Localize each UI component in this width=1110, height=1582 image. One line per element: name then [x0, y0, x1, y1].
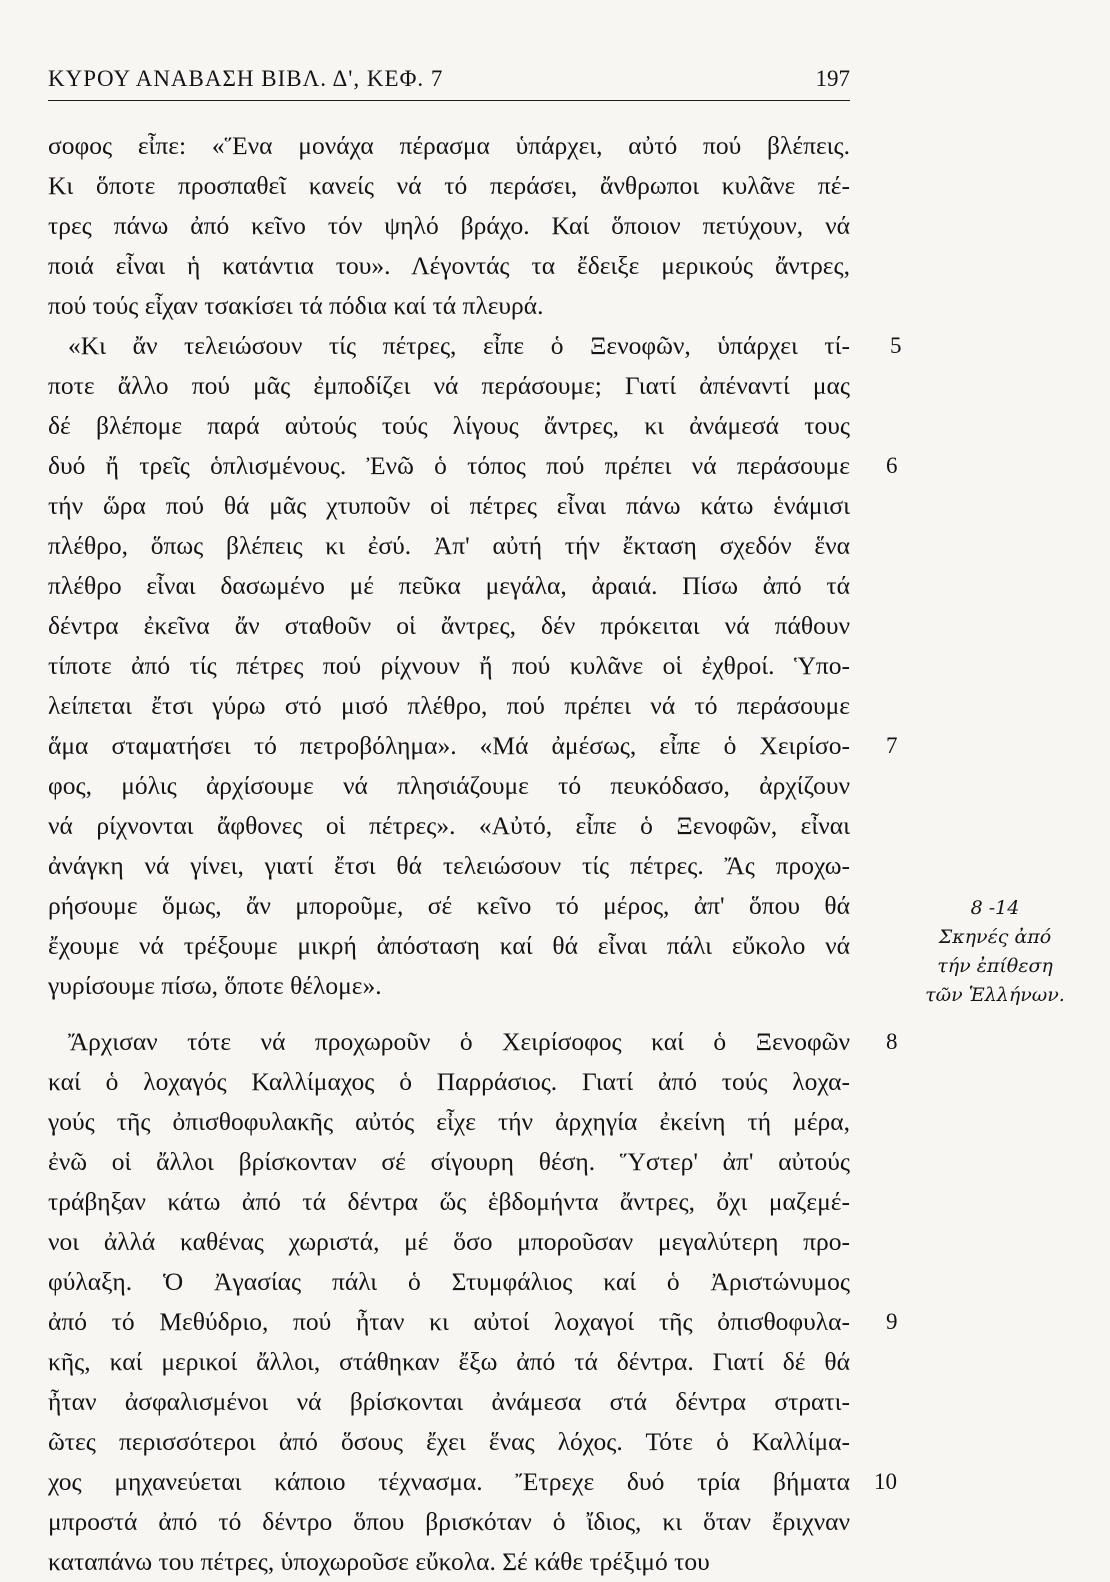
section-number-9: 9	[886, 1309, 898, 1334]
text-line: κῆς, καί μερικοί ἄλλοι, στάθηκαν ἔξω ἀπό τά δέντρα. Γιατί δέ θά	[48, 1347, 850, 1376]
section-number-10: 10	[874, 1469, 897, 1494]
text-line: δέντρα ἐκεῖνα ἄν σταθοῦν οἱ ἄντρες, δέν πρόκειται νά πάθουν	[48, 611, 850, 640]
text-line: «Κι ἄν τελειώσουν τίς πέτρες, εἶπε ὁ Ξενοφῶν, ὑπάρχει τί-	[68, 331, 850, 360]
text-line: Κι ὅποτε προσπαθεῖ κανείς νά τό περάσει, ἄνθρωποι κυλᾶνε πέ-	[48, 171, 850, 200]
header-title: ΚΥΡΟΥ ΑΝΑΒΑΣΗ ΒΙΒΛ. Δ', ΚΕΦ. 7	[48, 66, 444, 91]
text-line: Ἄρχισαν τότε νά προχωροῦν ὁ Χειρίσοφος καί ὁ Ξενοφῶν	[68, 1027, 850, 1056]
page-number: 197	[815, 66, 850, 91]
text-line: τράβηξαν κάτω ἀπό τά δέντρα ὥς ἑβδομήντα ἄντρες, ὄχι μαζεμέ-	[48, 1187, 850, 1216]
text-line: ποτε ἄλλο πού μᾶς ἐμποδίζει νά περάσουμε; Γιατί ἀπέναντί μας	[48, 371, 850, 400]
sidenote-range: 8 -14	[970, 897, 1020, 919]
running-header	[48, 64, 850, 101]
text-line: καταπάνω του πέτρες, ὑποχωροῦσε εὔκολα. Σέ κάθε τρέξιμό του	[48, 1547, 710, 1576]
text-line: πλέθρο εἶναι δασωμένο μέ πεῦκα μεγάλα, ἀραιά. Πίσω ἀπό τά	[48, 571, 850, 600]
text-line: φος, μόλις ἀρχίσουμε νά πλησιάζουμε τό πευκόδασο, ἀρχίζουν	[48, 771, 850, 800]
text-line: λείπεται ἔτσι γύρω στό μισό πλέθρο, πού πρέπει νά τό περάσουμε	[48, 691, 850, 720]
text-line: πού τούς εἶχαν τσακίσει τά πόδια καί τά πλευρά.	[48, 291, 544, 320]
text-line: φύλαξη. Ὁ Ἀγασίας πάλι ὁ Στυμφάλιος καί ὁ Ἀριστώνυμος	[48, 1267, 850, 1296]
text-line: ἔχουμε νά τρέξουμε μικρή ἀπόσταση καί θά εἶναι πάλι εὔκολο νά	[48, 931, 850, 960]
text-line: ἦταν ἀσφαλισμένοι νά βρίσκονται ἀνάμεσα στά δέντρα στρατι-	[48, 1387, 850, 1416]
text-line: μπροστά ἀπό τό δέντρο ὅπου βρισκόταν ὁ ἴδιος, κι ὅταν ἔριχναν	[48, 1507, 850, 1536]
section-number-6: 6	[886, 453, 898, 478]
margin-sidenote	[910, 894, 1080, 1010]
text-line: τίποτε ἀπό τίς πέτρες πού ρίχνουν ἤ πού κυλᾶνε οἱ ἐχθροί. Ὑπο-	[48, 651, 850, 680]
sidenote-line: τήν ἐπίθεση	[937, 955, 1053, 977]
text-line: δυό ἤ τρεῖς ὁπλισμένους. Ἐνῶ ὁ τόπος πού πρέπει νά περάσουμε	[48, 451, 850, 480]
section-number-7: 7	[886, 733, 898, 758]
text-line: ῶτες περισσότεροι ἀπό ὅσους ἔχει ἕνας λόχος. Τότε ὁ Καλλίμα-	[48, 1427, 850, 1456]
section-number-8: 8	[886, 1029, 898, 1054]
text-line: πλέθρο, ὅπως βλέπεις κι ἐσύ. Ἀπ' αὐτή τήν ἔκταση σχεδόν ἕνα	[48, 531, 850, 560]
text-line: τρες πάνω ἀπό κεῖνο τόν ψηλό βράχο. Καί ὅποιον πετύχουν, νά	[48, 211, 850, 240]
sidenote-line: Σκηνές ἀπό	[938, 926, 1052, 948]
text-line: σοφος εἶπε: «Ἕνα μονάχα πέρασμα ὑπάρχει, αὐτό πού βλέπεις.	[48, 131, 850, 160]
text-line: ἀνάγκη νά γίνει, γιατί ἔτσι θά τελειώσουν τίς πέτρες. Ἄς προχω-	[48, 851, 850, 880]
text-line: ἐνῶ οἱ ἄλλοι βρίσκονταν σέ σίγουρη θέση. Ὕστερ' ἀπ' αὐτούς	[48, 1147, 850, 1176]
text-line: ἅμα σταματήσει τό πετροβόλημα». «Μά ἀμέσως, εἶπε ὁ Χειρίσο-	[48, 731, 850, 760]
text-line: χος μηχανεύεται κάποιο τέχνασμα. Ἔτρεχε δυό τρία βήματα	[48, 1467, 850, 1496]
text-line: ἀπό τό Μεθύδριο, πού ἦταν κι αὐτοί λοχαγοί τῆς ὀπισθοφυλα-	[48, 1307, 850, 1336]
section-number-5: 5	[890, 333, 902, 358]
text-line: νά ρίχνονται ἄφθονες οἱ πέτρες». «Αὐτό, εἶπε ὁ Ξενοφῶν, εἶναι	[48, 811, 850, 840]
text-line: νοι ἀλλά καθένας χωριστά, μέ ὅσο μποροῦσαν μεγαλύτερη προ-	[48, 1227, 850, 1256]
text-line: ποιά εἶναι ἡ κατάντια του». Λέγοντάς τα ἔδειξε μερικούς ἄντρες,	[48, 251, 850, 280]
text-line: καί ὁ λοχαγός Καλλίμαχος ὁ Παρράσιος. Γιατί ἀπό τούς λοχα-	[48, 1067, 850, 1096]
text-line: δέ βλέπομε παρά αὐτούς τούς λίγους ἄντρες, κι ἀνάμεσά τους	[48, 411, 850, 440]
text-line: τήν ὥρα πού θά μᾶς χτυποῦν οἱ πέτρες εἶναι πάνω κάτω ἑνάμισι	[48, 491, 850, 520]
text-line: γυρίσουμε πίσω, ὅποτε θέλομε».	[48, 971, 382, 1000]
sidenote-line: τῶν Ἑλλήνων.	[925, 984, 1065, 1006]
text-line: γούς τῆς ὀπισθοφυλακῆς αὐτός εἶχε τήν ἀρχηγία ἐκείνη τή μέρα,	[48, 1107, 850, 1136]
text-line: ρήσουμε ὅμως, ἄν μποροῦμε, σέ κεῖνο τό μέρος, ἀπ' ὅπου θά	[48, 891, 850, 920]
